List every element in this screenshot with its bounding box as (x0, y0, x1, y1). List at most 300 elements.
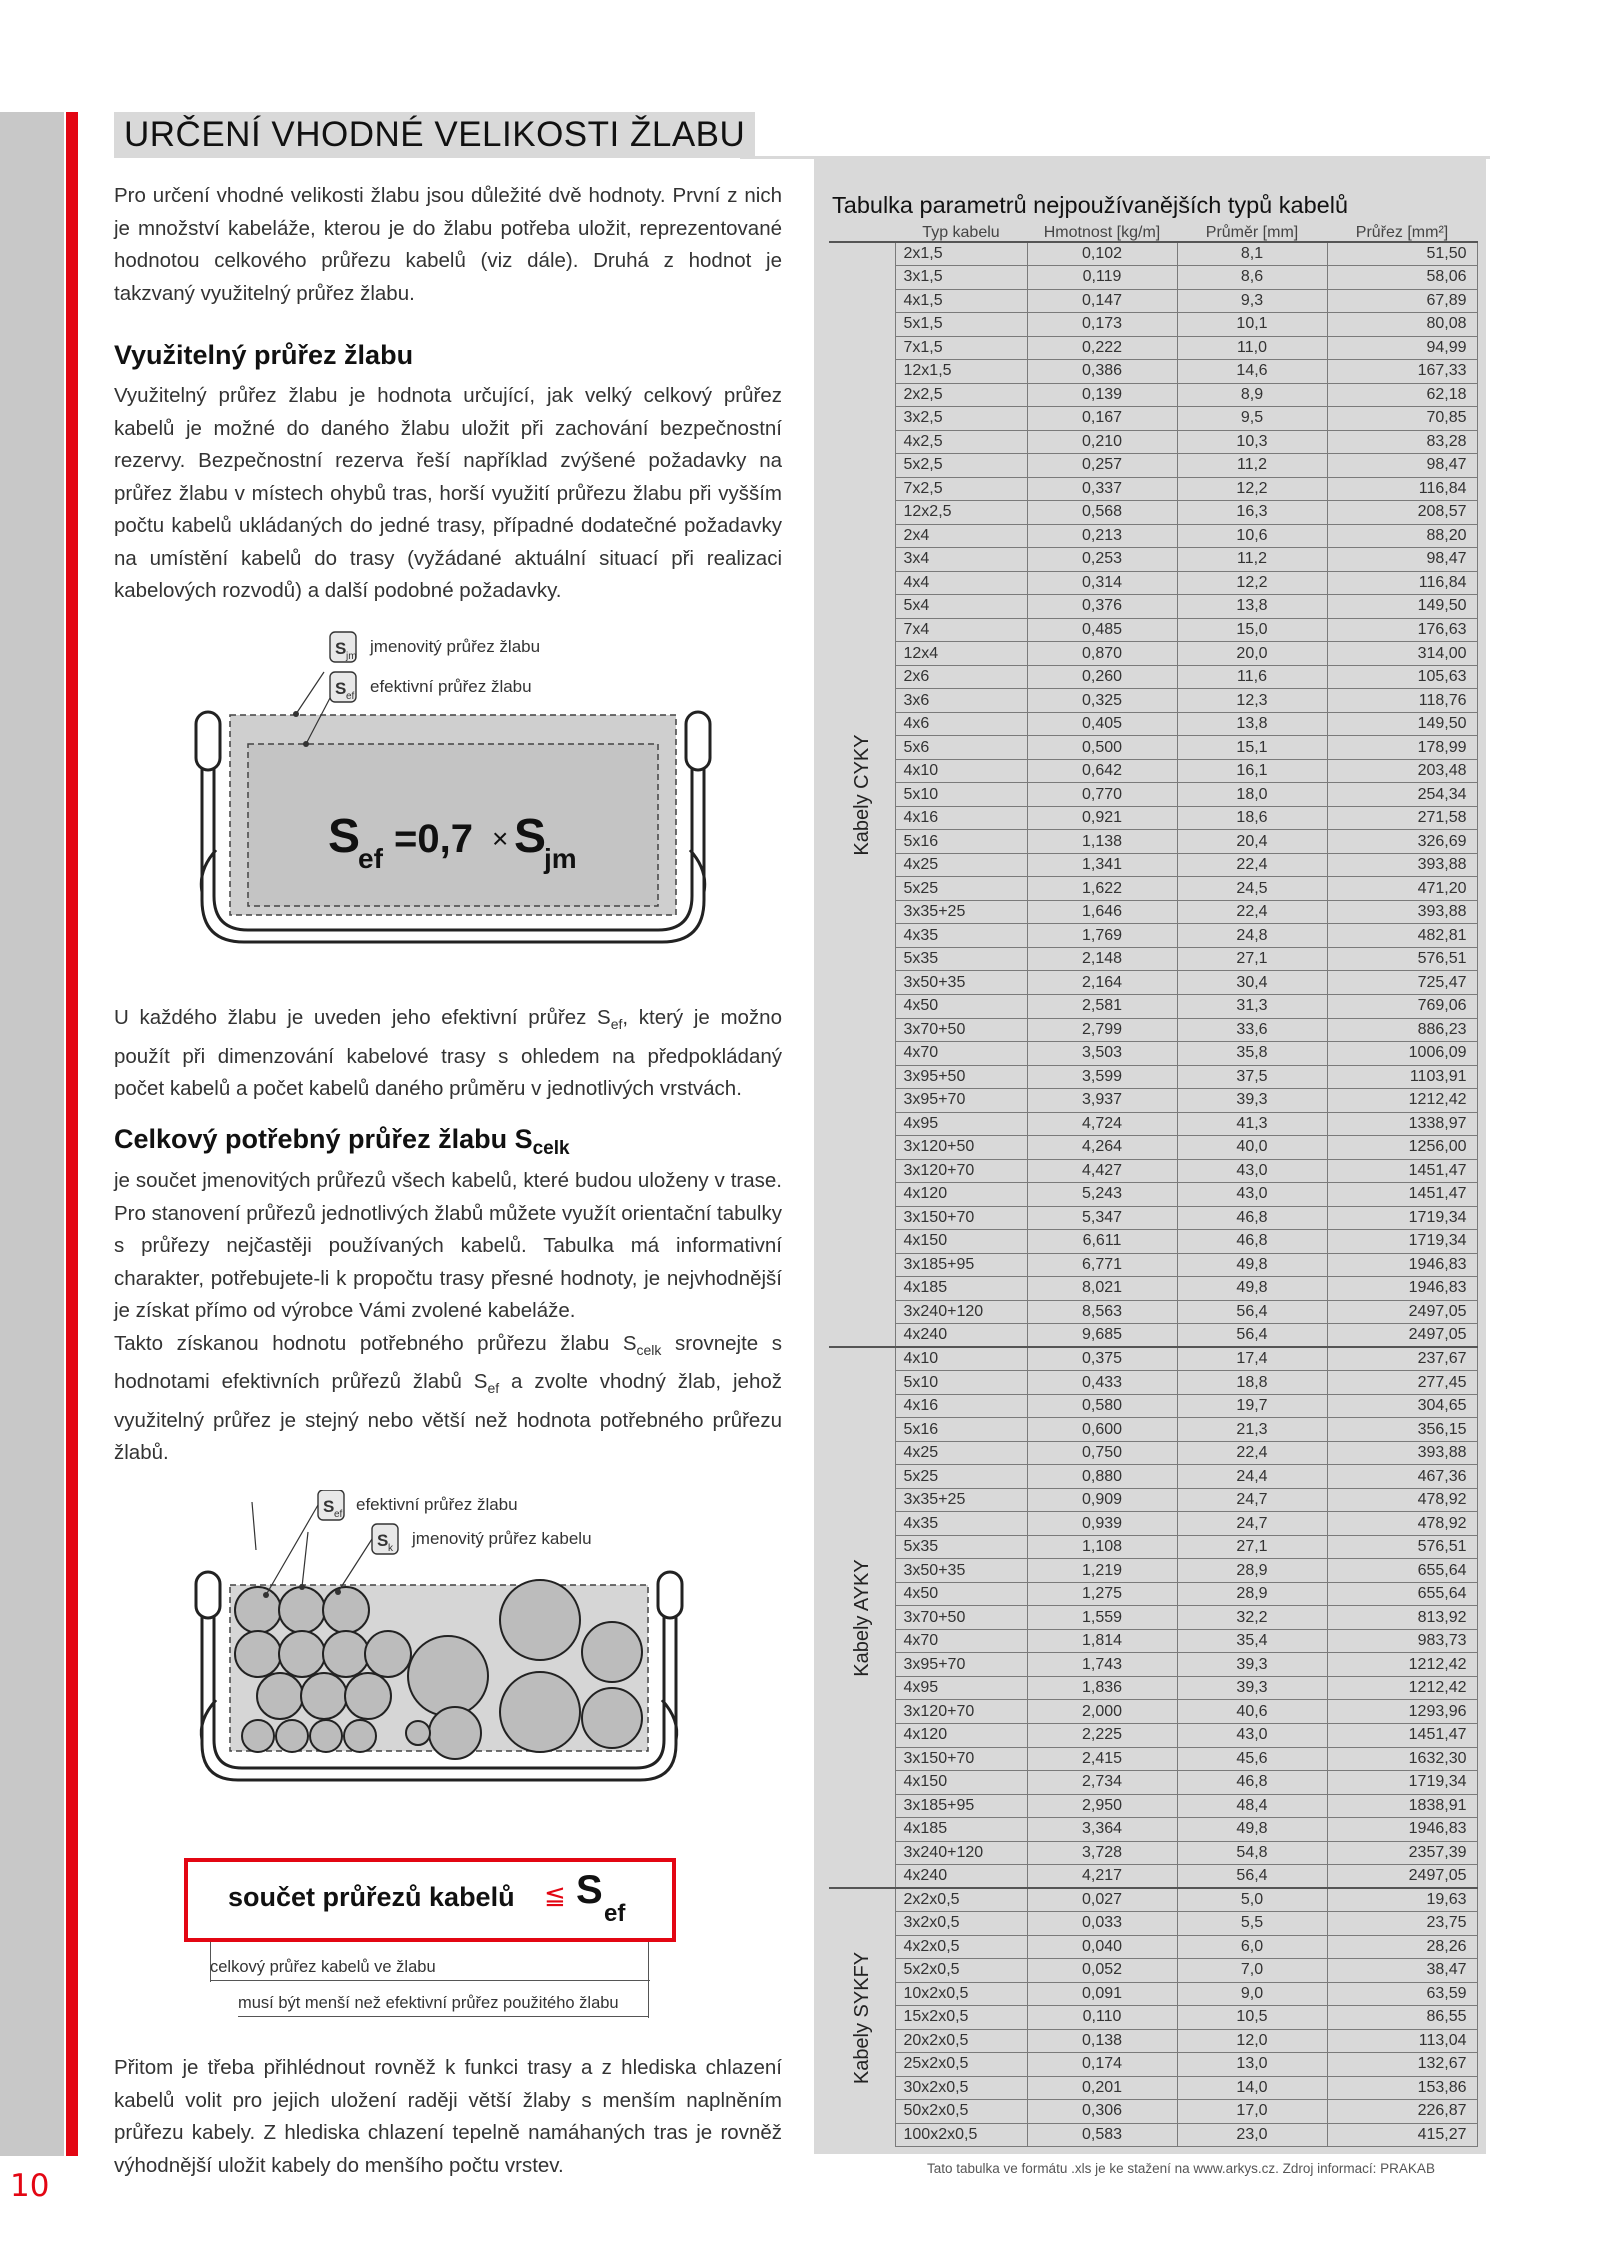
cell-weight: 0,939 (1027, 1512, 1177, 1536)
table-row (829, 2100, 1477, 2124)
header-type: Typ kabelu (895, 224, 1027, 242)
cell-type: 7x1,5 (895, 336, 1027, 360)
cell-type: 12x1,5 (895, 360, 1027, 384)
cell-type: 5x4 (895, 595, 1027, 619)
cell-type: 3x120+70 (895, 1159, 1027, 1183)
d2-sef-label: efektivní průřez žlabu (356, 1495, 518, 1514)
cell-cross-section: 304,65 (1327, 1394, 1477, 1418)
formula-sjm-subscript: jm (544, 843, 577, 874)
cell-weight: 0,253 (1027, 548, 1177, 572)
cell-type: 5x35 (895, 1535, 1027, 1559)
side-gray-bar (0, 112, 64, 2156)
cell-weight: 0,405 (1027, 712, 1177, 736)
table-row (829, 313, 1477, 337)
cell-weight: 0,027 (1027, 1888, 1177, 1912)
cell-diameter: 49,8 (1177, 1253, 1327, 1277)
cell-cross-section: 1719,34 (1327, 1206, 1477, 1230)
effective-text-sub: ef (610, 1016, 623, 1033)
cell-weight: 3,599 (1027, 1065, 1177, 1089)
cell-cross-section: 356,15 (1327, 1418, 1477, 1442)
cell-weight: 0,138 (1027, 2029, 1177, 2053)
cell-cross-section: 98,47 (1327, 454, 1477, 478)
sjm-symbol: S (335, 639, 347, 658)
cell-weight: 1,646 (1027, 900, 1177, 924)
cell-type: 5x6 (895, 736, 1027, 760)
table-row (829, 806, 1477, 830)
intro-paragraph: Pro určení vhodné velikosti žlabu jsou důležité dvě hodnoty. První z nich je množství kabeláže, kterou je do žlabu potřeba uložit, reprezentované hodnotou celkového průřezu kabelů (viz dále). Druhá z hodnot je takzvaný využitelný průřez žlabu. (114, 184, 782, 305)
cell-cross-section: 80,08 (1327, 313, 1477, 337)
cell-weight: 1,743 (1027, 1653, 1177, 1677)
table-row (829, 971, 1477, 995)
formula-sef-symbol: S (576, 1868, 603, 1912)
table-row (829, 1347, 1477, 1371)
table-header-row (829, 224, 1477, 242)
cell-cross-section: 254,34 (1327, 783, 1477, 807)
table-row (829, 665, 1477, 689)
cell-cross-section: 415,27 (1327, 2123, 1477, 2147)
formula-sef-symbol: S (328, 810, 361, 863)
cell-weight: 0,433 (1027, 1371, 1177, 1395)
cell-diameter: 18,8 (1177, 1371, 1327, 1395)
table-row (829, 454, 1477, 478)
cell-diameter: 48,4 (1177, 1794, 1327, 1818)
cell-cross-section: 326,69 (1327, 830, 1477, 854)
cell-weight: 0,102 (1027, 242, 1177, 266)
cell-weight: 1,559 (1027, 1606, 1177, 1630)
cell-cross-section: 482,81 (1327, 924, 1477, 948)
table-row (829, 1371, 1477, 1395)
cell-type: 3x120+70 (895, 1700, 1027, 1724)
cell-type: 5x25 (895, 877, 1027, 901)
sjm-subscript: jm (346, 651, 357, 662)
cell-cross-section: 118,76 (1327, 689, 1477, 713)
table-row (829, 1888, 1477, 1912)
effective-section-paragraph (114, 1002, 782, 1106)
cell-cross-section: 132,67 (1327, 2053, 1477, 2077)
table-row (829, 1136, 1477, 1160)
cell-cross-section: 393,88 (1327, 900, 1477, 924)
cell-cross-section: 1212,42 (1327, 1089, 1477, 1113)
cell-cross-section: 471,20 (1327, 877, 1477, 901)
table-row (829, 1300, 1477, 1324)
d2-sk-subscript: k (388, 1543, 393, 1554)
table-row (829, 1771, 1477, 1795)
cell-weight: 3,364 (1027, 1818, 1177, 1842)
sjm-label: jmenovitý průřez žlabu (370, 637, 541, 656)
table-row (829, 524, 1477, 548)
formula-sef-subscript: ef (604, 1900, 626, 1927)
cell-weight: 0,870 (1027, 642, 1177, 666)
table-row (829, 1865, 1477, 1889)
total-heading-subscript: celk (532, 1138, 570, 1159)
cell-diameter: 15,1 (1177, 736, 1327, 760)
cell-cross-section: 983,73 (1327, 1629, 1477, 1653)
cell-weight: 8,021 (1027, 1277, 1177, 1301)
cell-cross-section: 116,84 (1327, 571, 1477, 595)
cell-type: 5x35 (895, 947, 1027, 971)
cell-type: 5x16 (895, 1418, 1027, 1442)
table-row (829, 1465, 1477, 1489)
cell-type: 3x95+70 (895, 1089, 1027, 1113)
cell-cross-section: 467,36 (1327, 1465, 1477, 1489)
cell-cross-section: 178,99 (1327, 736, 1477, 760)
cell-weight: 1,836 (1027, 1676, 1177, 1700)
effective-text-b: , který je možno použít při dimenzování kabelové trasy s ohledem na předpokládaný počet kabelů a počet kabelů daného průměru v jednotlivých vrstvách. (114, 1006, 782, 1101)
cell-weight: 1,275 (1027, 1582, 1177, 1606)
cell-type: 25x2x0,5 (895, 2053, 1027, 2077)
cell-diameter: 46,8 (1177, 1206, 1327, 1230)
cell-weight: 2,415 (1027, 1747, 1177, 1771)
cell-type: 7x4 (895, 618, 1027, 642)
cell-type: 3x50+35 (895, 971, 1027, 995)
cell-weight: 2,000 (1027, 1700, 1177, 1724)
table-row (829, 1676, 1477, 1700)
cell-type: 4x185 (895, 1277, 1027, 1301)
cell-diameter: 37,5 (1177, 1065, 1327, 1089)
cell-diameter: 11,2 (1177, 454, 1327, 478)
cell-type: 3x240+120 (895, 1300, 1027, 1324)
cell-diameter: 24,7 (1177, 1488, 1327, 1512)
table-row (829, 1982, 1477, 2006)
cable-group-cell (829, 1347, 895, 1888)
cell-cross-section: 813,92 (1327, 1606, 1477, 1630)
cell-cross-section: 478,92 (1327, 1512, 1477, 1536)
cell-weight: 6,611 (1027, 1230, 1177, 1254)
cell-diameter: 7,0 (1177, 1959, 1327, 1983)
table-row (829, 2029, 1477, 2053)
total-section-heading (114, 1124, 782, 1159)
cell-cross-section: 1256,00 (1327, 1136, 1477, 1160)
table-row (829, 1606, 1477, 1630)
cell-type: 3x150+70 (895, 1206, 1027, 1230)
cell-diameter: 27,1 (1177, 947, 1327, 971)
cell-type: 5x2,5 (895, 454, 1027, 478)
cell-weight: 0,921 (1027, 806, 1177, 830)
annotation-must-be-smaller: musí být menší než efektivní průřez použitého žlabu (238, 1994, 648, 2017)
cell-diameter: 56,4 (1177, 1300, 1327, 1324)
cell-cross-section: 23,75 (1327, 1912, 1477, 1936)
cell-diameter: 6,0 (1177, 1935, 1327, 1959)
table-row (829, 689, 1477, 713)
cell-diameter: 33,6 (1177, 1018, 1327, 1042)
cell-diameter: 43,0 (1177, 1723, 1327, 1747)
cell-weight: 0,386 (1027, 360, 1177, 384)
cell-type: 4x2x0,5 (895, 1935, 1027, 1959)
cell-type: 10x2x0,5 (895, 1982, 1027, 2006)
cell-cross-section: 113,04 (1327, 2029, 1477, 2053)
cell-cross-section: 176,63 (1327, 618, 1477, 642)
cell-cross-section: 576,51 (1327, 1535, 1477, 1559)
table-row (829, 736, 1477, 760)
cell-weight: 0,040 (1027, 1935, 1177, 1959)
table-row (829, 1935, 1477, 1959)
cell-cross-section: 38,47 (1327, 1959, 1477, 1983)
cell-type: 4x240 (895, 1324, 1027, 1348)
total-text2-sub1: celk (636, 1341, 662, 1358)
cell-cross-section: 769,06 (1327, 995, 1477, 1019)
cell-weight: 0,147 (1027, 289, 1177, 313)
cell-diameter: 22,4 (1177, 1441, 1327, 1465)
table-row (829, 1794, 1477, 1818)
cell-type: 4x16 (895, 806, 1027, 830)
cell-cross-section: 28,26 (1327, 1935, 1477, 1959)
cell-diameter: 35,8 (1177, 1042, 1327, 1066)
cell-weight: 3,728 (1027, 1841, 1177, 1865)
table-row (829, 877, 1477, 901)
cell-diameter: 16,3 (1177, 501, 1327, 525)
table-row (829, 1018, 1477, 1042)
cell-diameter: 13,8 (1177, 595, 1327, 619)
table-row (829, 1582, 1477, 1606)
formula-sef-subscript: ef (358, 843, 383, 874)
cell-cross-section: 271,58 (1327, 806, 1477, 830)
cell-diameter: 54,8 (1177, 1841, 1327, 1865)
cell-type: 2x2,5 (895, 383, 1027, 407)
cell-type: 3x95+50 (895, 1065, 1027, 1089)
cell-cross-section: 167,33 (1327, 360, 1477, 384)
cell-cross-section: 1838,91 (1327, 1794, 1477, 1818)
cell-diameter: 20,4 (1177, 830, 1327, 854)
table-row (829, 1089, 1477, 1113)
cell-weight: 0,580 (1027, 1394, 1177, 1418)
cell-diameter: 18,0 (1177, 783, 1327, 807)
cell-type: 3x2x0,5 (895, 1912, 1027, 1936)
cell-weight: 0,909 (1027, 1488, 1177, 1512)
table-row (829, 1441, 1477, 1465)
table-row (829, 242, 1477, 266)
cell-type: 5x1,5 (895, 313, 1027, 337)
cable-parameters-table (829, 224, 1478, 2147)
cell-weight: 1,108 (1027, 1535, 1177, 1559)
cell-type: 3x240+120 (895, 1841, 1027, 1865)
cell-diameter: 14,6 (1177, 360, 1327, 384)
table-row (829, 1230, 1477, 1254)
cell-weight: 1,814 (1027, 1629, 1177, 1653)
cell-type: 12x2,5 (895, 501, 1027, 525)
header-diameter: Průměr [mm] (1177, 224, 1327, 242)
cell-weight: 0,222 (1027, 336, 1177, 360)
cell-type: 3x6 (895, 689, 1027, 713)
cell-weight: 1,219 (1027, 1559, 1177, 1583)
tray-effective-section-diagram (180, 630, 740, 960)
cell-cross-section: 655,64 (1327, 1559, 1477, 1583)
table-row (829, 1065, 1477, 1089)
usable-section-text: Využitelný průřez žlabu je hodnota určující, jak velký celkový průřez kabelů je možné do daného žlabu uložit při zachování bezpečnostní rezervy. Bezpečnostní rezerva řeší například zvýšené požadavky na průřez žlabu v místech ohybů tras, horší využití průřezu žlabu při vyšším počtu kabelů ukládaných do jedné trasy, případné dodatečné požadavky na umístění kabelů do trasy (vyžádané aktuální situací při realizaci kabelových rozvodů) a další podobné požadavky. (114, 384, 782, 602)
cell-diameter: 39,3 (1177, 1089, 1327, 1113)
cell-weight: 0,642 (1027, 759, 1177, 783)
cell-type: 4x150 (895, 1771, 1027, 1795)
cell-weight: 3,503 (1027, 1042, 1177, 1066)
cell-cross-section: 86,55 (1327, 2006, 1477, 2030)
cell-weight: 1,622 (1027, 877, 1177, 901)
table-row (829, 595, 1477, 619)
total-text2-sub2: ef (487, 1380, 500, 1397)
cell-type: 4x95 (895, 1112, 1027, 1136)
cell-weight: 3,937 (1027, 1089, 1177, 1113)
total-text2-a: Takto získanou hodnotu potřebného průřezu žlabu S (114, 1331, 637, 1355)
cell-type: 3x35+25 (895, 900, 1027, 924)
cell-weight: 8,563 (1027, 1300, 1177, 1324)
table-row (829, 360, 1477, 384)
table-row (829, 407, 1477, 431)
total-text2-b: srovnejte s hodnotami efektivních průřezů žlabů S (114, 1331, 782, 1394)
cell-diameter: 27,1 (1177, 1535, 1327, 1559)
cell-weight: 5,243 (1027, 1183, 1177, 1207)
table-row (829, 1912, 1477, 1936)
cell-type: 3x1,5 (895, 266, 1027, 290)
cell-weight: 2,148 (1027, 947, 1177, 971)
cell-cross-section: 226,87 (1327, 2100, 1477, 2124)
cell-diameter: 35,4 (1177, 1629, 1327, 1653)
cell-type: 5x16 (895, 830, 1027, 854)
cell-type: 5x10 (895, 783, 1027, 807)
cell-diameter: 8,9 (1177, 383, 1327, 407)
tray-with-cables-diagram (180, 1490, 700, 1790)
cell-diameter: 39,3 (1177, 1676, 1327, 1700)
cell-cross-section: 51,50 (1327, 242, 1477, 266)
cell-weight: 0,210 (1027, 430, 1177, 454)
table-row (829, 1042, 1477, 1066)
cell-cross-section: 58,06 (1327, 266, 1477, 290)
cell-weight: 2,581 (1027, 995, 1177, 1019)
cell-cross-section: 67,89 (1327, 289, 1477, 313)
cell-type: 4x95 (895, 1676, 1027, 1700)
cell-weight: 1,138 (1027, 830, 1177, 854)
cell-diameter: 11,6 (1177, 665, 1327, 689)
cell-cross-section: 62,18 (1327, 383, 1477, 407)
cell-type: 5x2x0,5 (895, 1959, 1027, 1983)
cell-cross-section: 886,23 (1327, 1018, 1477, 1042)
cell-type: 3x185+95 (895, 1253, 1027, 1277)
total-text2-c: a zvolte vhodný žlab, jehož využitelný průřez je stejný nebo větší než hodnota potřebného průřezu žlabů. (114, 1370, 782, 1465)
cell-diameter: 17,0 (1177, 2100, 1327, 2124)
cell-cross-section: 1338,97 (1327, 1112, 1477, 1136)
table-row (829, 1418, 1477, 1442)
cell-diameter: 13,8 (1177, 712, 1327, 736)
cell-type: 3x70+50 (895, 1018, 1027, 1042)
cell-cross-section: 1451,47 (1327, 1159, 1477, 1183)
cell-cross-section: 1946,83 (1327, 1277, 1477, 1301)
cell-type: 50x2x0,5 (895, 2100, 1027, 2124)
cell-diameter: 24,4 (1177, 1465, 1327, 1489)
header-cross-section: Průřez [mm²] (1327, 224, 1477, 242)
cell-diameter: 10,6 (1177, 524, 1327, 548)
cell-cross-section: 98,47 (1327, 548, 1477, 572)
cell-type: 4x10 (895, 1347, 1027, 1371)
cell-diameter: 16,1 (1177, 759, 1327, 783)
cell-weight: 0,167 (1027, 407, 1177, 431)
cell-weight: 0,337 (1027, 477, 1177, 501)
formula-coefficient: =0,7 (394, 817, 473, 861)
cell-type: 20x2x0,5 (895, 2029, 1027, 2053)
cell-weight: 0,173 (1027, 313, 1177, 337)
cell-weight: 5,347 (1027, 1206, 1177, 1230)
cell-type: 4x25 (895, 1441, 1027, 1465)
table-row (829, 1488, 1477, 1512)
header-group (829, 224, 895, 242)
cell-diameter: 13,0 (1177, 2053, 1327, 2077)
cell-weight: 2,164 (1027, 971, 1177, 995)
table-row (829, 783, 1477, 807)
table-row (829, 1559, 1477, 1583)
cell-weight: 0,201 (1027, 2076, 1177, 2100)
cell-diameter: 24,8 (1177, 924, 1327, 948)
cell-diameter: 11,0 (1177, 336, 1327, 360)
cell-type: 4x35 (895, 1512, 1027, 1536)
cell-type: 4x120 (895, 1183, 1027, 1207)
cell-weight: 0,257 (1027, 454, 1177, 478)
cell-diameter: 45,6 (1177, 1747, 1327, 1771)
cell-weight: 6,771 (1027, 1253, 1177, 1277)
cell-diameter: 24,5 (1177, 877, 1327, 901)
table-row (829, 1159, 1477, 1183)
cell-cross-section: 1719,34 (1327, 1230, 1477, 1254)
cell-cross-section: 63,59 (1327, 1982, 1477, 2006)
table-row (829, 1394, 1477, 1418)
cell-diameter: 14,0 (1177, 2076, 1327, 2100)
cell-weight: 0,325 (1027, 689, 1177, 713)
table-row (829, 1112, 1477, 1136)
cell-diameter: 12,2 (1177, 571, 1327, 595)
usable-section-heading: Využitelný průřez žlabu (114, 340, 414, 370)
cell-cross-section: 1212,42 (1327, 1676, 1477, 1700)
table-row (829, 900, 1477, 924)
cell-type: 4x2,5 (895, 430, 1027, 454)
cell-weight: 0,033 (1027, 1912, 1177, 1936)
table-title: Tabulka parametrů nejpoužívanějších typů kabelů (832, 192, 1349, 218)
cell-type: 4x50 (895, 995, 1027, 1019)
cell-cross-section: 655,64 (1327, 1582, 1477, 1606)
total-heading-text: Celkový potřebný průřez žlabu S (114, 1124, 533, 1154)
table-row (829, 618, 1477, 642)
d2-sk-symbol: S (377, 1531, 389, 1550)
table-row (829, 830, 1477, 854)
cell-diameter: 12,0 (1177, 2029, 1327, 2053)
cell-diameter: 11,2 (1177, 548, 1327, 572)
cell-cross-section: 1946,83 (1327, 1818, 1477, 1842)
cell-type: 30x2x0,5 (895, 2076, 1027, 2100)
table-row (829, 1512, 1477, 1536)
cell-diameter: 5,0 (1177, 1888, 1327, 1912)
cell-diameter: 43,0 (1177, 1183, 1327, 1207)
cell-type: 100x2x0,5 (895, 2123, 1027, 2147)
total-paragraph-1: je součet jmenovitých průřezů všech kabelů, které budou uloženy v trase. Pro stanovení průřezů jednotlivých žlabů můžete využít orientační tabulky s průřezy nejčastěji používaných kabelů. Tabulka má informativní charakter, potřebujete-li k propočtu trasy přesné hodnoty, je nejvhodnější je získat přímo od výrobce Vámi zvolené kabeláže. (114, 1169, 782, 1322)
cell-cross-section: 105,63 (1327, 665, 1477, 689)
table-row (829, 2076, 1477, 2100)
table-row (829, 289, 1477, 313)
cell-type: 2x4 (895, 524, 1027, 548)
cell-diameter: 56,4 (1177, 1865, 1327, 1889)
table-row (829, 430, 1477, 454)
cell-weight: 0,213 (1027, 524, 1177, 548)
table-row (829, 2053, 1477, 2077)
page-title: URČENÍ VHODNÉ VELIKOSTI ŽLABU (114, 112, 755, 158)
sef-label: efektivní průřez žlabu (370, 677, 532, 696)
cell-weight: 1,341 (1027, 853, 1177, 877)
cell-weight: 0,174 (1027, 2053, 1177, 2077)
cell-cross-section: 70,85 (1327, 407, 1477, 431)
cell-cross-section: 203,48 (1327, 759, 1477, 783)
cell-weight: 0,052 (1027, 1959, 1177, 1983)
cell-type: 12x4 (895, 642, 1027, 666)
table-row (829, 995, 1477, 1019)
cell-diameter: 46,8 (1177, 1230, 1327, 1254)
cable-sum-text: součet průřezů kabelů (228, 1882, 515, 1912)
cell-weight: 0,583 (1027, 2123, 1177, 2147)
cell-type: 4x1,5 (895, 289, 1027, 313)
cell-weight: 2,225 (1027, 1723, 1177, 1747)
cell-weight: 0,500 (1027, 736, 1177, 760)
